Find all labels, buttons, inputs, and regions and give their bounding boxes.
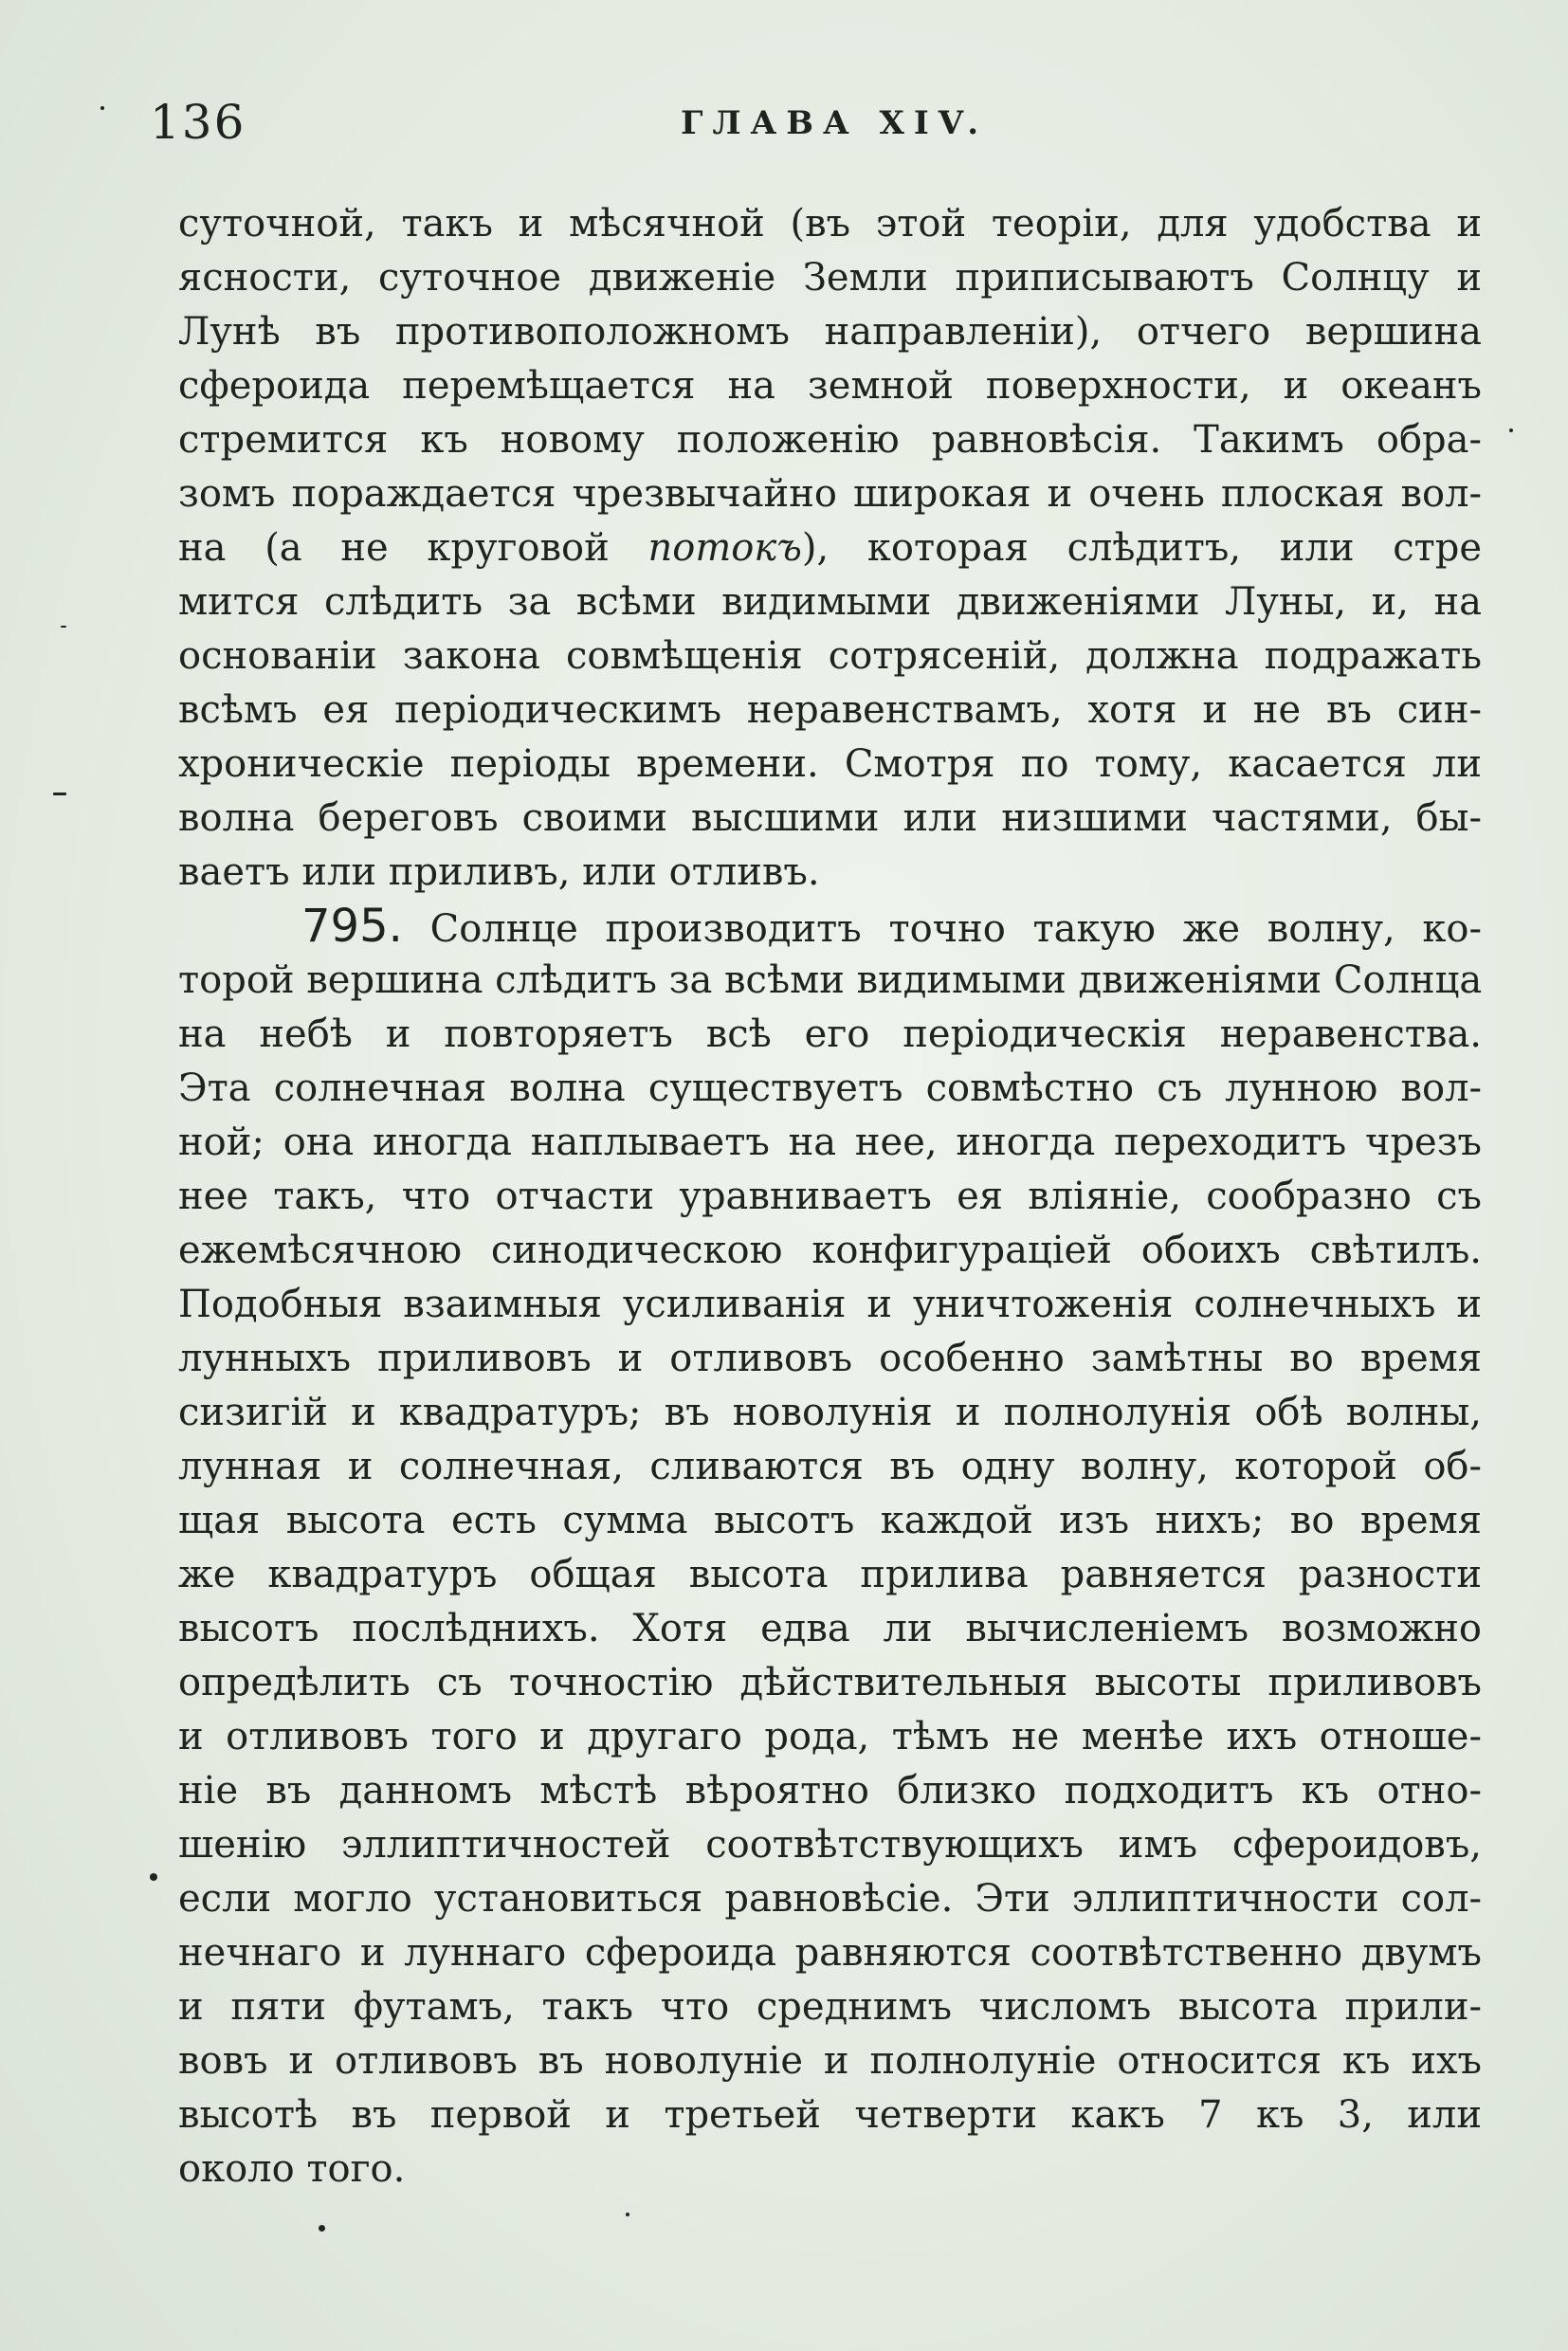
text-line: высотъ послѣднихъ. Хотя едва ли вычисленіемъ возможно — [178, 1607, 1482, 1650]
text-line: торой вершина слѣдитъ за всѣми видимыми движеніями Солнца — [178, 958, 1482, 1002]
text-line: на небѣ и повторяетъ всѣ его періодическія неравенства. — [178, 1012, 1482, 1056]
page-number: 136 — [150, 95, 246, 150]
chapter-title: ГЛАВА XIV. — [681, 104, 989, 142]
text-line: ежемѣсячною синодическою конфигураціей обоихъ свѣтилъ. — [178, 1229, 1482, 1272]
text-line-with-italic — [178, 521, 1482, 575]
text-line: нечнаго и луннаго сфероида равняются соотвѣтственно двумъ — [178, 1931, 1482, 1975]
text-segment: ), которая слѣдитъ, или стре — [801, 526, 1482, 570]
text-line: сфероида перемѣщается на земной поверхности, и океанъ — [178, 364, 1482, 408]
text-line: хроническіе періоды времени. Смотря по тому, касается ли — [178, 742, 1482, 786]
text-line: высотѣ въ первой и третьей четверти какъ 7 къ 3, или — [178, 2093, 1482, 2137]
text-line: нее такъ, что отчасти уравниваетъ ея вліяніе, сообразно съ — [178, 1175, 1482, 1218]
paragraph-number: 795. — [301, 900, 403, 953]
text-line: опредѣлить съ точностію дѣйствительныя высоты приливовъ — [178, 1661, 1482, 1704]
ink-speck — [53, 793, 66, 795]
text-line: и отливовъ того и другаго рода, тѣмъ не менѣе ихъ отноше- — [178, 1715, 1482, 1759]
ink-speck — [150, 1873, 157, 1881]
text-line: суточной, такъ и мѣсячной (въ этой теоріи, для удобства и — [178, 202, 1482, 246]
text-line: ніе въ данномъ мѣстѣ вѣроятно близко подходитъ къ отно- — [178, 1769, 1482, 1813]
text-line: основаніи закона совмѣщенія сотрясеній, должна подражать — [178, 634, 1482, 678]
ink-speck — [319, 2225, 325, 2232]
text-line: если могло установиться равновѣсіе. Эти эллиптичности сол- — [178, 1877, 1482, 1921]
text-line: всѣмъ ея періодическимъ неравенствамъ, хотя и не въ син- — [178, 688, 1482, 732]
ink-speck — [100, 106, 104, 110]
page-header — [150, 95, 1477, 152]
text-line: щая высота есть сумма высотъ каждой изъ нихъ; во время — [178, 1499, 1482, 1542]
text-line: же квадратуръ общая высота прилива равняется разности — [178, 1553, 1482, 1596]
text-line: Лунѣ въ противоположномъ направленіи), отчего вершина — [178, 310, 1482, 354]
text-line: стремится къ новому положенію равновѣсія. Такимъ обра- — [178, 418, 1482, 462]
paragraph-start-line — [178, 900, 1482, 954]
text-line: волна береговъ своими высшими или низшими частями, бы- — [178, 796, 1482, 840]
text-line: ной; она иногда наплываетъ на нее, иногда переходитъ чрезъ — [178, 1121, 1482, 1164]
text-line: лунныхъ приливовъ и отливовъ особенно замѣтны во время — [178, 1337, 1482, 1380]
body-text — [178, 197, 1482, 2196]
ink-speck — [61, 626, 66, 628]
text-line: лунная и солнечная, сливаются въ одну волну, которой об- — [178, 1445, 1482, 1488]
text-line: Подобныя взаимныя усиливанія и уничтоженія солнечныхъ и — [178, 1283, 1482, 1326]
text-segment: Солнце производитъ точно такую же волну, ко- — [429, 907, 1482, 951]
paragraph-end-line: ваетъ или приливъ, или отливъ. — [178, 850, 820, 894]
text-line: мится слѣдить за всѣми видимыми движеніями Луны, и, на — [178, 580, 1482, 624]
text-line: сизигій и квадратуръ; въ новолунія и полнолунія обѣ волны, — [178, 1391, 1482, 1434]
text-segment: на (а не круговой — [178, 526, 648, 570]
ink-speck — [626, 2213, 629, 2216]
text-line: и пяти футамъ, такъ что среднимъ числомъ высота прили- — [178, 1985, 1482, 2029]
ink-speck — [1509, 428, 1513, 432]
text-line: ясности, суточное движеніе Земли приписываютъ Солнцу и — [178, 256, 1482, 300]
italic-term: потокъ — [647, 526, 802, 570]
text-line: шенію эллиптичностей соотвѣтствующихъ имъ сфероидовъ, — [178, 1823, 1482, 1867]
text-line: Эта солнечная волна существуетъ совмѣстно съ лунною вол- — [178, 1066, 1482, 1110]
text-line: вовъ и отливовъ въ новолуніе и полнолуніе относится къ ихъ — [178, 2039, 1482, 2083]
final-line: около того. — [178, 2147, 406, 2191]
text-line: зомъ пораждается чрезвычайно широкая и очень плоская вол- — [178, 472, 1482, 516]
